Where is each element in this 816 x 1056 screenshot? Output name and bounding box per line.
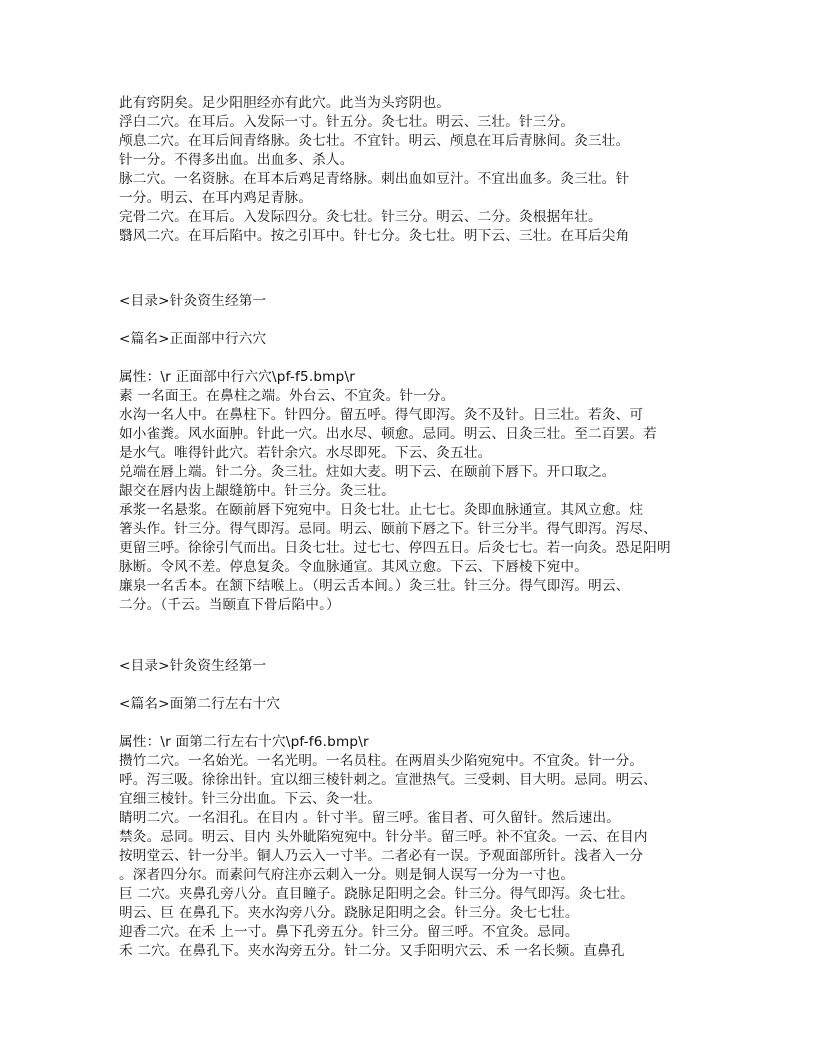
text-line: 二分。（千云。当颐直下骨后陷中。） (119, 597, 340, 613)
text-line: 睛明二穴。一名泪孔。在目内 。针寸半。留三呼。雀目者、可久留针。然后速出。 (119, 810, 621, 826)
attribute-line: 属性：\r 正面部中行六穴\pf-f5.bmp\r (119, 369, 356, 385)
section-2-body (119, 387, 671, 615)
attribute-line: 属性：\r 面第二行左右十穴\pf-f6.bmp\r (119, 734, 369, 750)
text-line: 是水气。唯得针此穴。若针余穴。水尽即死。下云、灸五壮。 (119, 445, 492, 461)
text-line: 此有窍阴矣。足少阳胆经亦有此穴。此当为头窍阴也。 (119, 95, 451, 111)
text-line: 素 一名面王。在鼻柱之端。外台云、不宜灸。针一分。 (119, 388, 455, 404)
text-line: 脉二穴。一名资脉。在耳本后鸡足青络脉。刺出血如豆汁。不宜出血多。灸三壮。针 (119, 171, 630, 187)
text-line: 禁灸。忌同。明云、目内 头外眦陷宛宛中。针分半。留三呼。补不宜灸。一云、在目内 (119, 829, 648, 845)
text-line: 兑端在唇上端。针二分。灸三壮。炷如大麦。明下云、在颐前下唇下。开口取之。 (119, 464, 616, 480)
text-line: 如小雀粪。风水面肿。针此一穴。出水尽、顿愈。忌同。明云、日灸三壮。至二百罢。若 (119, 426, 657, 442)
text-line: 禾 二穴。在鼻孔下。夹水沟旁五分。针二分。又手阳明穴云、禾 一名长频。直鼻孔 (119, 943, 625, 959)
section-3-body (119, 752, 657, 961)
text-line: 巨 二穴。夹鼻孔旁八分。直目瞳子。跷脉足阳明之会。针三分。得气即泻。灸七壮。 (119, 886, 634, 902)
text-line: 明云、巨 在鼻孔下。夹水沟旁八分。跷脉足阳明之会。针三分。灸七七壮。 (119, 905, 579, 921)
text-line: 一分。明云、在耳内鸡足青脉。 (119, 190, 313, 206)
text-line: 翳风二穴。在耳后陷中。按之引耳中。针七分。灸七壮。明下云、三壮。在耳后尖角 (119, 228, 630, 244)
catalog-heading: <目录>针灸资生经第一 (119, 293, 267, 309)
catalog-heading: <目录>针灸资生经第一 (119, 658, 267, 674)
text-line: 更留三呼。徐徐引气而出。日灸七壮。过七七、停四五日。后灸七七。若一向灸。恐足阳明 (119, 540, 671, 556)
chapter-heading: <篇名>正面部中行六穴 (119, 331, 267, 347)
text-line: 廉泉一名舌本。在颔下结喉上。（明云舌本间。）灸三壮。针三分。得气即泻。明云、 (119, 578, 630, 594)
text-line: 水沟一名人中。在鼻柱下。针四分。留五呼。得气即泻。灸不及针。日三壮。若灸、可 (119, 407, 644, 423)
text-line: 攒竹二穴。一名始光。一名光明。一名员柱。在两眉头少陷宛宛中。不宜灸。针一分。 (119, 753, 644, 769)
text-line: 宜细三棱针。针三分出血。下云、灸一壮。 (119, 791, 382, 807)
section-1-text (119, 94, 629, 246)
text-line: 按明堂云、针一分半。铜人乃云入一寸半。二者必有一误。予观面部所针。浅者入一分 (119, 848, 644, 864)
text-line: 承浆一名悬浆。在颐前唇下宛宛中。日灸七壮。止七七。灸即血脉通宣。其风立愈。炷 (119, 502, 644, 518)
text-line: 颅息二穴。在耳后间青络脉。灸七壮。不宜针。明云、颅息在耳后青脉间。灸三壮。 (119, 133, 630, 149)
section-3 (119, 657, 657, 961)
text-line: 针一分。不得多出血。出血多、杀人。 (119, 152, 354, 168)
text-line: 呼。泻三吸。徐徐出针。宜以细三棱针刺之。宣泄热气。三受刺、目大明。忌同。明云、 (119, 772, 657, 788)
text-line: 。深者四分尔。而素问气府注亦云刺入一分。则是铜人误写一分为一寸也。 (119, 867, 575, 883)
text-line: 脉断。令风不差。停息复灸。令血脉通宣。其风立愈。下云、下唇棱下宛中。 (119, 559, 588, 575)
text-line: 浮白二穴。在耳后。入发际一寸。针五分。灸七壮。明云、三壮。针三分。 (119, 114, 575, 130)
text-line: 箸头作。针三分。得气即泻。忌同。明云、颐前下唇之下。针三分半。得气即泻。泻尽、 (119, 521, 657, 537)
chapter-heading: <篇名>面第二行左右十穴 (119, 696, 281, 712)
text-line: 龈交在唇内齿上龈缝筋中。针三分。灸三壮。 (119, 483, 395, 499)
text-line: 迎香二穴。在禾 上一寸。鼻下孔旁五分。针三分。留三呼。不宜灸。忌同。 (119, 924, 579, 940)
section-2 (119, 292, 671, 615)
text-line: 完骨二穴。在耳后。入发际四分。灸七壮。针三分。明云、二分。灸根据年壮。 (119, 209, 602, 225)
